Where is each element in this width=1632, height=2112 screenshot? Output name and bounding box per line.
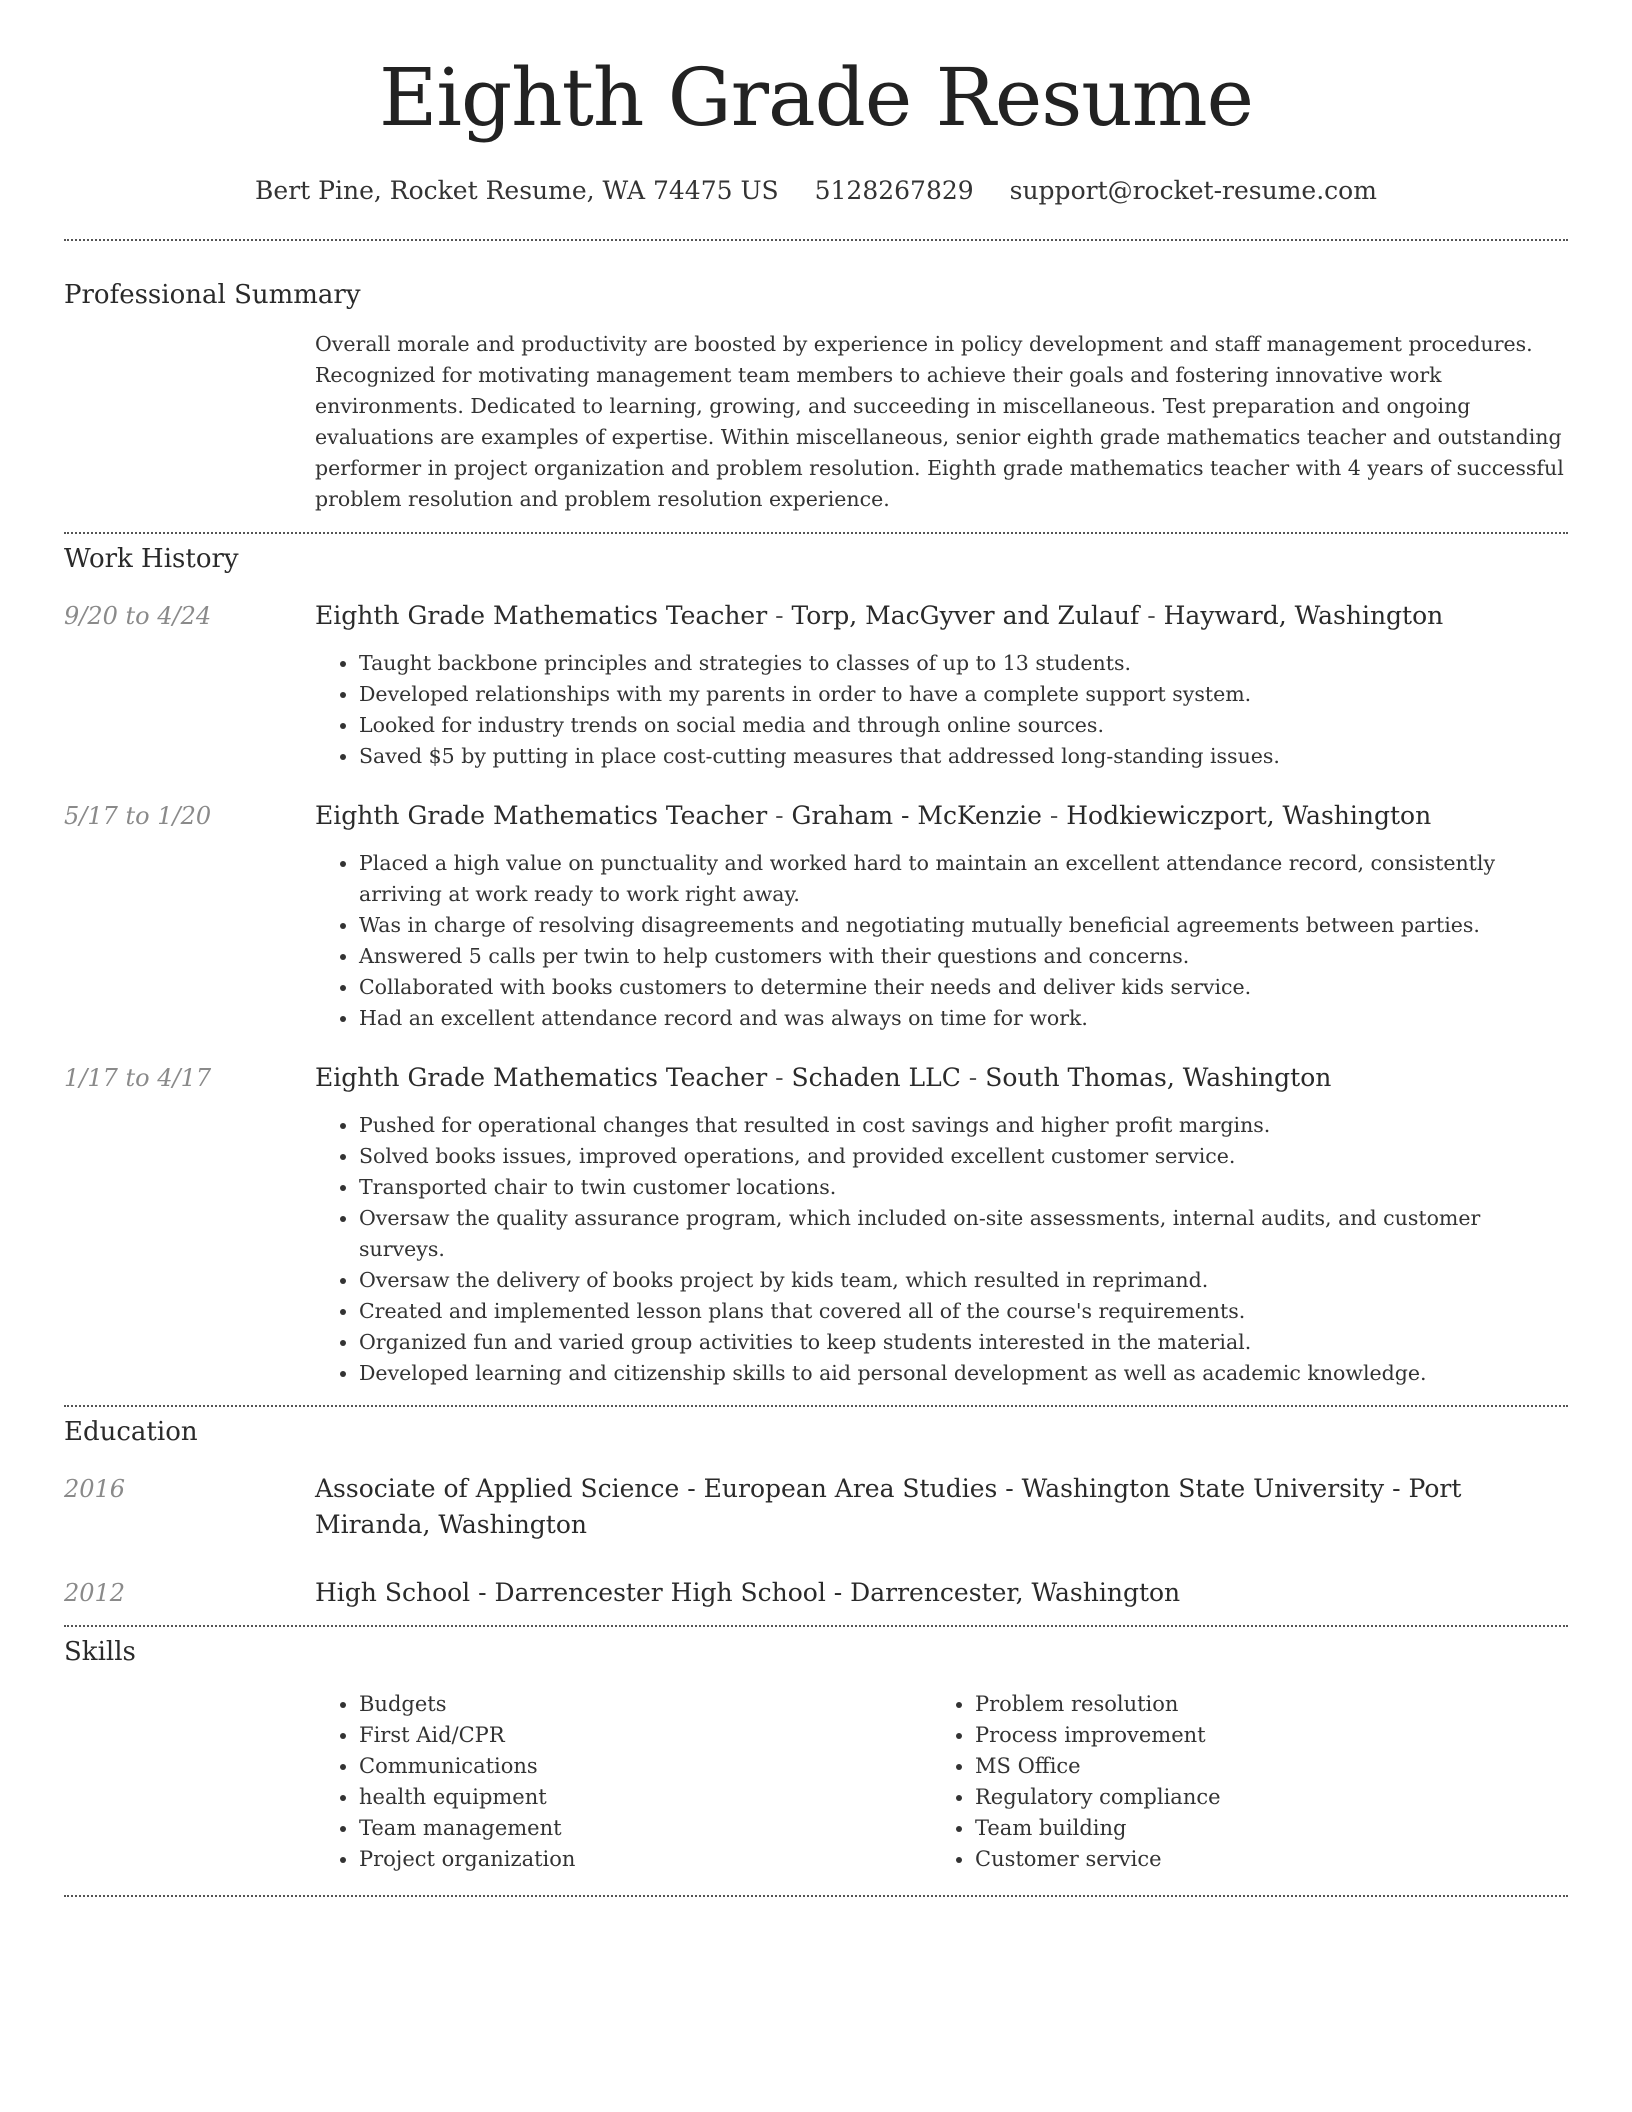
divider — [64, 239, 1568, 241]
education-school: Darrencester High School — [494, 1578, 826, 1607]
education-degree: Associate of Applied Science — [315, 1474, 680, 1503]
skill-item: • Team management — [359, 1813, 931, 1844]
job-bullet: • Saved $5 by putting in place cost-cutting measures that addressed long-standing issues. — [359, 741, 1568, 772]
skill-item: • MS Office — [975, 1751, 1547, 1782]
job-company: Graham - McKenzie — [791, 801, 1042, 830]
job-heading: Eighth Grade Mathematics Teacher - Schaden LLC - South Thomas, Washington — [315, 1063, 1332, 1092]
divider — [64, 1625, 1568, 1627]
skill-item: • Customer service — [975, 1844, 1547, 1875]
job-company: Schaden LLC — [791, 1063, 961, 1092]
job-bullet: • Collaborated with books customers to determine their needs and deliver kids service. — [359, 972, 1568, 1003]
job-bullet: • Oversaw the quality assurance program, which included on-site assessments, internal audits, and customer surveys. — [359, 1203, 1568, 1265]
divider — [64, 1895, 1568, 1897]
job-bullet: • Developed learning and citizenship skills to aid personal development as well as academic knowledge. — [359, 1358, 1568, 1389]
job-location: South Thomas, Washington — [985, 1063, 1332, 1092]
job-location: Hayward, Washington — [1163, 601, 1444, 630]
job-location: Hodkiewiczport, Washington — [1066, 801, 1432, 830]
skill-item: • First Aid/CPR — [359, 1720, 931, 1751]
education-details: High School - Darrencester High School - Darrencester, Washington — [315, 1578, 1181, 1607]
job-title: Eighth Grade Mathematics Teacher — [315, 601, 768, 630]
divider — [64, 1405, 1568, 1407]
job-entry — [64, 1060, 1568, 1389]
job-bullet: • Organized fun and varied group activities to keep students interested in the material. — [359, 1327, 1568, 1358]
education-year: 2016 — [64, 1475, 126, 1503]
job-bullets — [315, 648, 1568, 772]
job-bullet: • Transported chair to twin customer locations. — [359, 1172, 1568, 1203]
job-heading: Eighth Grade Mathematics Teacher - Torp, MacGyver and Zulauf - Hayward, Washington — [315, 601, 1444, 630]
job-bullet: • Solved books issues, improved operations, and provided excellent customer service. — [359, 1141, 1568, 1172]
education-entry — [64, 1471, 1568, 1543]
job-entry — [64, 798, 1568, 1034]
summary-text: Overall morale and productivity are boosted by experience in policy development and staff management procedures. Recognized for motivating management team members to achieve their goals and fostering innovative work environments. Dedicated to learning, growing, and succeeding in miscellaneous. Test preparation and ongoing evaluations are examples of expertise. Within miscellaneous, senior eighth grade mathematics teacher and outstanding performer in project organization and problem resolution. Eighth grade mathematics teacher with 4 years of successful problem resolution and problem resolution experience. — [315, 332, 1564, 511]
skill-item: • Team building — [975, 1813, 1547, 1844]
education-details: Associate of Applied Science - European Area Studies - Washington State University - Port Miranda, Washington — [315, 1474, 1462, 1539]
education-degree: High School — [315, 1578, 471, 1607]
job-bullet: • Taught backbone principles and strategies to classes of up to 13 students. — [359, 648, 1568, 679]
job-title: Eighth Grade Mathematics Teacher — [315, 801, 768, 830]
job-bullet: • Oversaw the delivery of books project by kids team, which resulted in reprimand. — [359, 1265, 1568, 1296]
education-school: Washington State University — [1021, 1474, 1385, 1503]
contact-phone: 5128267829 — [814, 176, 974, 205]
contact-address: Bert Pine, Rocket Resume, WA 74475 US — [255, 176, 779, 205]
resume-page — [64, 0, 1568, 1897]
work-heading: Work History — [64, 544, 239, 574]
skill-item: • Communications — [359, 1751, 931, 1782]
job-title: Eighth Grade Mathematics Teacher — [315, 1063, 768, 1092]
skills-row — [64, 1689, 1568, 1875]
job-bullet: • Was in charge of resolving disagreements and negotiating mutually beneficial agreements between parties. — [359, 910, 1568, 941]
summary-row — [64, 329, 1568, 515]
job-entry — [64, 598, 1568, 772]
skills-heading: Skills — [64, 1637, 136, 1667]
job-bullets — [315, 848, 1568, 1034]
contact-line — [64, 176, 1568, 205]
job-bullet: • Pushed for operational changes that resulted in cost savings and higher profit margins. — [359, 1110, 1568, 1141]
job-bullet: • Had an excellent attendance record and was always on time for work. — [359, 1003, 1568, 1034]
skill-item: • Process improvement — [975, 1720, 1547, 1751]
job-company: Torp, MacGyver and Zulauf — [791, 601, 1140, 630]
skill-item: • health equipment — [359, 1782, 931, 1813]
skill-item: • Budgets — [359, 1689, 931, 1720]
education-location: Darrencester, Washington — [850, 1578, 1181, 1607]
skills-list-right — [931, 1689, 1547, 1875]
job-heading: Eighth Grade Mathematics Teacher - Graham - McKenzie - Hodkiewiczport, Washington — [315, 801, 1432, 830]
job-bullets — [315, 1110, 1568, 1389]
job-bullet: • Looked for industry trends on social media and through online sources. — [359, 710, 1568, 741]
summary-heading: Professional Summary — [64, 280, 361, 310]
job-bullet: • Developed relationships with my parents in order to have a complete support system. — [359, 679, 1568, 710]
job-bullet: • Placed a high value on punctuality and worked hard to maintain an excellent attendance record, consistently arriving at work ready to work right away. — [359, 848, 1568, 910]
skill-item: • Problem resolution — [975, 1689, 1547, 1720]
divider — [64, 532, 1568, 534]
education-field: European Area Studies — [703, 1474, 998, 1503]
job-dates: 5/17 to 1/20 — [64, 802, 212, 830]
skill-item: • Regulatory compliance — [975, 1782, 1547, 1813]
skills-columns — [315, 1689, 1568, 1875]
education-heading: Education — [64, 1417, 198, 1447]
job-bullet: • Answered 5 calls per twin to help customers with their questions and concerns. — [359, 941, 1568, 972]
education-location: Port Miranda, Washington — [315, 1474, 1462, 1539]
skill-item: • Project organization — [359, 1844, 931, 1875]
resume-title: Eighth Grade Resume — [378, 51, 1253, 144]
education-year: 2012 — [64, 1579, 126, 1607]
job-bullet: • Created and implemented lesson plans that covered all of the course's requirements. — [359, 1296, 1568, 1327]
skills-list-left — [315, 1689, 931, 1875]
job-dates: 1/17 to 4/17 — [64, 1064, 212, 1092]
job-dates: 9/20 to 4/24 — [64, 602, 212, 630]
education-entry — [64, 1575, 1568, 1611]
contact-email: support@rocket-resume.com — [1009, 176, 1377, 205]
